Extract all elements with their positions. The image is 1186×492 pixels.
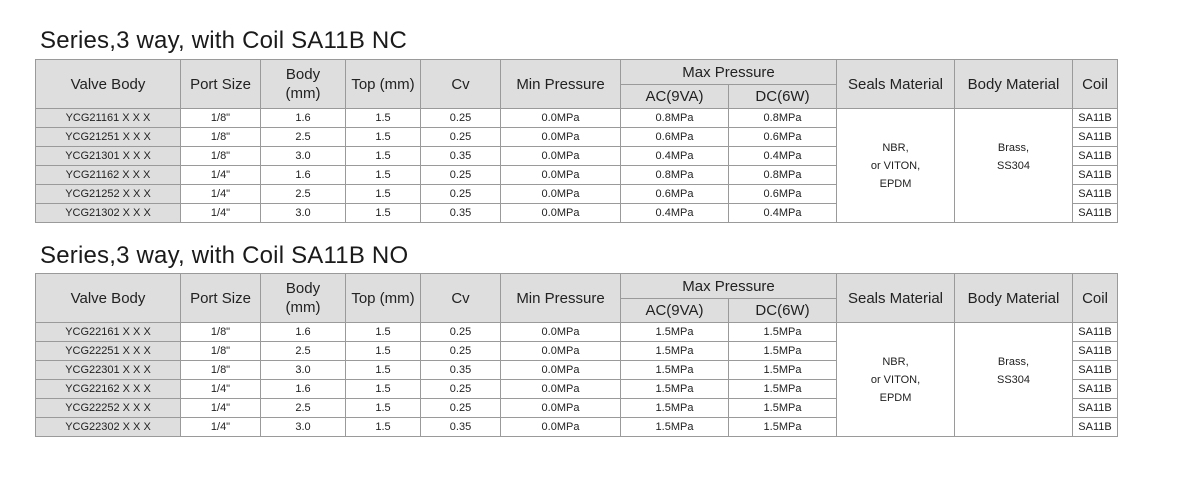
cell-dc: 0.6MPa xyxy=(729,185,837,204)
cell-dc: 1.5MPa xyxy=(729,342,837,361)
cell-min: 0.0MPa xyxy=(501,399,621,418)
cell-dc: 0.4MPa xyxy=(729,204,837,223)
cell-cv: 0.35 xyxy=(421,418,501,437)
cell-min: 0.0MPa xyxy=(501,361,621,380)
cell-top: 1.5 xyxy=(346,418,421,437)
cell-body: 3.0 xyxy=(261,204,346,223)
cell-model: YCG22302 X X X xyxy=(36,418,181,437)
cell-model: YCG21161 X X X xyxy=(36,109,181,128)
cell-port: 1/8" xyxy=(181,323,261,342)
header-body-material: Body Material xyxy=(955,60,1073,109)
cell-dc: 1.5MPa xyxy=(729,418,837,437)
cell-model: YCG22252 X X X xyxy=(36,399,181,418)
cell-coil: SA11B xyxy=(1073,323,1118,342)
cell-cv: 0.25 xyxy=(421,323,501,342)
cell-coil: SA11B xyxy=(1073,399,1118,418)
cell-dc: 1.5MPa xyxy=(729,361,837,380)
cell-coil: SA11B xyxy=(1073,166,1118,185)
cell-ac: 1.5MPa xyxy=(621,361,729,380)
header-valve-body: Valve Body xyxy=(36,274,181,323)
cell-body: 2.5 xyxy=(261,185,346,204)
cell-seals-material xyxy=(837,323,955,437)
header-body-line2: (mm) xyxy=(285,299,321,316)
header-body-line1: Body xyxy=(285,280,321,297)
cell-min: 0.0MPa xyxy=(501,185,621,204)
seals-line3: EPDM xyxy=(879,177,912,190)
cell-top: 1.5 xyxy=(346,128,421,147)
header-port-size: Port Size xyxy=(181,274,261,323)
section-title-nc: Series,3 way, with Coil SA11B NC xyxy=(40,27,407,54)
cell-ac: 1.5MPa xyxy=(621,399,729,418)
cell-dc: 0.6MPa xyxy=(729,128,837,147)
cell-model: YCG21251 X X X xyxy=(36,128,181,147)
cell-cv: 0.35 xyxy=(421,361,501,380)
header-top: Top (mm) xyxy=(346,274,421,323)
cell-body-material xyxy=(955,323,1073,437)
cell-ac: 1.5MPa xyxy=(621,342,729,361)
seals-line2: or VITON, xyxy=(870,373,921,386)
cell-top: 1.5 xyxy=(346,204,421,223)
cell-model: YCG21302 X X X xyxy=(36,204,181,223)
header-ac: AC(9VA) xyxy=(621,299,729,323)
cell-cv: 0.25 xyxy=(421,342,501,361)
cell-cv: 0.25 xyxy=(421,109,501,128)
cell-model: YCG22251 X X X xyxy=(36,342,181,361)
cell-body: 3.0 xyxy=(261,361,346,380)
cell-cv: 0.25 xyxy=(421,185,501,204)
header-seals-material: Seals Material xyxy=(837,60,955,109)
body-material-line1: Brass, xyxy=(997,355,1030,368)
header-min-pressure: Min Pressure xyxy=(501,60,621,109)
body-material-line2: SS304 xyxy=(996,373,1031,386)
cell-port: 1/4" xyxy=(181,166,261,185)
cell-min: 0.0MPa xyxy=(501,166,621,185)
cell-coil: SA11B xyxy=(1073,185,1118,204)
cell-port: 1/8" xyxy=(181,361,261,380)
cell-ac: 1.5MPa xyxy=(621,323,729,342)
header-body-line2: (mm) xyxy=(285,85,321,102)
cell-dc: 0.8MPa xyxy=(729,166,837,185)
header-min-pressure: Min Pressure xyxy=(501,274,621,323)
cell-port: 1/4" xyxy=(181,399,261,418)
cell-body-material xyxy=(955,109,1073,223)
cell-port: 1/4" xyxy=(181,185,261,204)
cell-min: 0.0MPa xyxy=(501,418,621,437)
header-ac: AC(9VA) xyxy=(621,85,729,109)
section-title-no: Series,3 way, with Coil SA11B NO xyxy=(40,242,409,269)
cell-top: 1.5 xyxy=(346,380,421,399)
cell-body: 3.0 xyxy=(261,147,346,166)
cell-top: 1.5 xyxy=(346,342,421,361)
cell-min: 0.0MPa xyxy=(501,342,621,361)
cell-ac: 0.6MPa xyxy=(621,185,729,204)
header-max-pressure: Max Pressure xyxy=(621,60,837,85)
cell-top: 1.5 xyxy=(346,147,421,166)
cell-dc: 0.4MPa xyxy=(729,147,837,166)
cell-coil: SA11B xyxy=(1073,128,1118,147)
cell-model: YCG22162 X X X xyxy=(36,380,181,399)
seals-line2: or VITON, xyxy=(870,159,921,172)
cell-body: 2.5 xyxy=(261,342,346,361)
cell-port: 1/8" xyxy=(181,147,261,166)
cell-port: 1/8" xyxy=(181,128,261,147)
spec-table-no xyxy=(35,273,1118,437)
cell-seals-material xyxy=(837,109,955,223)
header-body-material: Body Material xyxy=(955,274,1073,323)
cell-top: 1.5 xyxy=(346,361,421,380)
cell-min: 0.0MPa xyxy=(501,204,621,223)
cell-coil: SA11B xyxy=(1073,380,1118,399)
cell-coil: SA11B xyxy=(1073,147,1118,166)
cell-body: 2.5 xyxy=(261,128,346,147)
header-coil: Coil xyxy=(1073,60,1118,109)
cell-port: 1/4" xyxy=(181,380,261,399)
header-top: Top (mm) xyxy=(346,60,421,109)
body-material-line1: Brass, xyxy=(997,141,1030,154)
cell-dc: 0.8MPa xyxy=(729,109,837,128)
cell-coil: SA11B xyxy=(1073,204,1118,223)
cell-ac: 0.4MPa xyxy=(621,147,729,166)
cell-cv: 0.25 xyxy=(421,380,501,399)
header-body-line1: Body xyxy=(285,66,321,83)
cell-cv: 0.25 xyxy=(421,128,501,147)
header-dc: DC(6W) xyxy=(729,85,837,109)
cell-cv: 0.25 xyxy=(421,399,501,418)
cell-port: 1/8" xyxy=(181,342,261,361)
cell-top: 1.5 xyxy=(346,166,421,185)
cell-coil: SA11B xyxy=(1073,342,1118,361)
cell-coil: SA11B xyxy=(1073,418,1118,437)
cell-ac: 0.8MPa xyxy=(621,166,729,185)
cell-coil: SA11B xyxy=(1073,361,1118,380)
cell-coil: SA11B xyxy=(1073,109,1118,128)
cell-ac: 1.5MPa xyxy=(621,380,729,399)
cell-port: 1/8" xyxy=(181,109,261,128)
header-dc: DC(6W) xyxy=(729,299,837,323)
seals-line1: NBR, xyxy=(882,141,909,154)
cell-ac: 1.5MPa xyxy=(621,418,729,437)
cell-dc: 1.5MPa xyxy=(729,323,837,342)
cell-ac: 0.8MPa xyxy=(621,109,729,128)
cell-model: YCG21301 X X X xyxy=(36,147,181,166)
cell-top: 1.5 xyxy=(346,323,421,342)
spec-table-nc xyxy=(35,59,1118,223)
seals-line3: EPDM xyxy=(879,391,912,404)
cell-model: YCG21162 X X X xyxy=(36,166,181,185)
body-material-line2: SS304 xyxy=(996,159,1031,172)
header-port-size: Port Size xyxy=(181,60,261,109)
cell-top: 1.5 xyxy=(346,399,421,418)
cell-model: YCG21252 X X X xyxy=(36,185,181,204)
cell-min: 0.0MPa xyxy=(501,380,621,399)
cell-model: YCG22161 X X X xyxy=(36,323,181,342)
cell-cv: 0.35 xyxy=(421,147,501,166)
header-cv: Cv xyxy=(421,274,501,323)
header-cv: Cv xyxy=(421,60,501,109)
header-valve-body: Valve Body xyxy=(36,60,181,109)
cell-min: 0.0MPa xyxy=(501,109,621,128)
cell-top: 1.5 xyxy=(346,185,421,204)
cell-body: 1.6 xyxy=(261,109,346,128)
header-seals-material: Seals Material xyxy=(837,274,955,323)
table-row xyxy=(36,323,1118,342)
header-coil: Coil xyxy=(1073,274,1118,323)
cell-model: YCG22301 X X X xyxy=(36,361,181,380)
cell-port: 1/4" xyxy=(181,204,261,223)
cell-cv: 0.35 xyxy=(421,204,501,223)
header-body xyxy=(261,60,346,109)
cell-dc: 1.5MPa xyxy=(729,399,837,418)
header-body xyxy=(261,274,346,323)
cell-body: 1.6 xyxy=(261,166,346,185)
cell-dc: 1.5MPa xyxy=(729,380,837,399)
cell-top: 1.5 xyxy=(346,109,421,128)
cell-body: 1.6 xyxy=(261,323,346,342)
cell-body: 1.6 xyxy=(261,380,346,399)
cell-body: 2.5 xyxy=(261,399,346,418)
cell-ac: 0.4MPa xyxy=(621,204,729,223)
cell-min: 0.0MPa xyxy=(501,147,621,166)
cell-body: 3.0 xyxy=(261,418,346,437)
table-row xyxy=(36,109,1118,128)
cell-cv: 0.25 xyxy=(421,166,501,185)
cell-min: 0.0MPa xyxy=(501,323,621,342)
cell-ac: 0.6MPa xyxy=(621,128,729,147)
header-max-pressure: Max Pressure xyxy=(621,274,837,299)
cell-min: 0.0MPa xyxy=(501,128,621,147)
cell-port: 1/4" xyxy=(181,418,261,437)
seals-line1: NBR, xyxy=(882,355,909,368)
